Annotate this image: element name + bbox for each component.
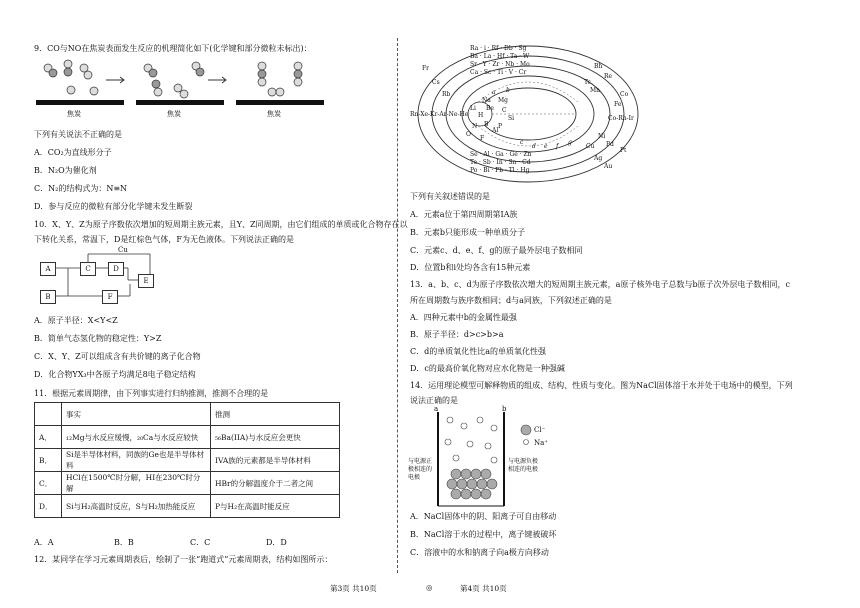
track-top-row-2: Ba · La · Hf · Ta · W	[470, 53, 530, 60]
flow-box-e: E	[138, 274, 154, 288]
track-right-label: Pd	[606, 141, 614, 148]
electrode-label-a: a	[434, 405, 439, 413]
q14-nacl-figure	[408, 405, 588, 508]
arrow-icon	[106, 77, 226, 83]
track-right-label: Bh	[594, 63, 603, 70]
left-page	[30, 0, 408, 608]
q14-option-a: A．NaCl固体中的阴、阳离子可自由移动	[410, 512, 557, 521]
flow-box-f: F	[102, 290, 118, 304]
track-inner-label: Si	[508, 115, 515, 122]
negative-electrode-note: 与电源负极相连的电极	[508, 458, 539, 473]
table-cell: HCl在1500℃时分解，HI在230℃时分解	[62, 472, 211, 495]
track-top-row-3: Sr · Y · Zr · Nb · Mo	[470, 61, 530, 68]
q11-choice-b: B．B	[114, 538, 134, 547]
molecule-group-1	[44, 60, 98, 95]
q12-stem: 12．某同学在学习元素周期表后，绘制了一张“跑道式”元素周期表，结构如图所示：	[34, 555, 333, 564]
track-right-label: Co-Rh-Ir	[608, 115, 634, 122]
track-right-label: Au	[604, 163, 613, 170]
q13-option-d: D．c的最高价氧化物对应水化物是一种强碱	[410, 364, 565, 373]
track-right-label: Tc	[584, 79, 591, 86]
track-inner-label: Mg	[498, 97, 508, 104]
track-bottom-row-2: Te · Sb · In · Sn · Cd	[470, 159, 531, 166]
q13-stem-1: 13．a、b、c、d为原子序数依次增大的短周期主族元素，a原子核外电子总数与b原子次外层电子数相同，c	[410, 280, 791, 289]
flow-box-a: A	[40, 262, 56, 276]
q10-option-c: C．X、Y、Z可以组成含有共价键的离子化合物	[34, 352, 201, 361]
track-marker: g	[568, 139, 572, 146]
track-left-label: Cs	[432, 79, 440, 86]
q10-stem-2: 下转化关系，常温下，D是红棕色气体，F为无色液体。下列说法正确的是	[34, 235, 294, 244]
molecule-group-3	[258, 62, 302, 96]
right-page	[408, 0, 828, 608]
footer-page-3: 第3页 共10页	[330, 584, 377, 593]
sodium-legend-icon	[524, 440, 529, 445]
track-inner-label: Li	[470, 105, 476, 112]
flow-box-c: C	[80, 262, 96, 276]
track-top-row-1: Ra · i · Rf · Db · Sg	[470, 45, 527, 52]
q10-option-b: B．简单气态氢化物的稳定性：Y>Z	[34, 334, 162, 343]
track-right-label: Ni	[598, 133, 606, 140]
table-cell: ₁₂Mg与水反应缓慢，₂₀Ca与水反应较快	[62, 426, 211, 449]
table-cell: Si与H₂高温时反应，S与H₂加热能反应	[62, 495, 211, 518]
track-inner-label: Na	[482, 97, 491, 104]
q10-flowchart	[38, 246, 188, 310]
table-cell: Si是半导体材料，同族的Ge也是半导体材料	[62, 449, 211, 472]
q9-option-a: A．CO₂为直线形分子	[34, 148, 112, 157]
track-right-label: Cu	[586, 143, 595, 150]
surface-label-3: 焦炭	[267, 110, 281, 118]
track-right-label: Co	[620, 91, 629, 98]
q10-option-d: D．化合物YX₃中各原子均满足8电子稳定结构	[34, 370, 196, 379]
legend-sodium: Na⁺	[534, 439, 548, 447]
track-top-row-4: Ca · Sc · Ti · V · Cr	[470, 69, 527, 76]
track-inner-label: P	[498, 123, 503, 130]
track-inner-label: Al	[492, 127, 499, 134]
legend-chloride: Cl⁻	[534, 426, 546, 434]
track-right-label: Fe	[614, 101, 622, 108]
q11-table	[34, 402, 340, 518]
q14-stem-1: 14．运用理论模型可解释物质的组成、结构、性质与变化。图为NaCl固体溶于水并处于电场中的模型，下列	[410, 381, 793, 390]
q14-stem-2: 说法正确的是	[410, 396, 458, 405]
track-inner-label: Be	[486, 105, 494, 112]
q12-option-c: C．元素c、d、e、f、g的原子最外层电子数相同	[410, 246, 583, 255]
q13-option-a: A．四种元素中b的金属性最强	[410, 313, 517, 322]
track-left-label: Rn-Xe-Kr-Ar-Ne-He	[410, 111, 469, 118]
track-left-label: Rb	[442, 91, 451, 98]
track-inner-label: O	[466, 131, 471, 138]
surface-label-2: 焦炭	[167, 110, 181, 118]
table-cell: C．	[35, 472, 62, 495]
track-marker: e	[544, 143, 548, 150]
q9-mechanism-figure	[36, 58, 336, 126]
q11-choice-d: D．D	[266, 538, 287, 547]
track-right-label: Ag	[594, 155, 603, 162]
coke-surface-3	[236, 100, 324, 105]
q10-stem-1: 10．X、Y、Z为原子序数依次增加的短周期主族元素，且Y、Z同周期，由它们组成的单质或化合物存在以	[34, 220, 408, 229]
q11-choice-a: A．A	[34, 538, 54, 547]
racetrack-periodic-table	[408, 42, 648, 186]
table-cell: ₅₆Ba(IIA)与水反应会更快	[211, 426, 340, 449]
electrode-label-b: b	[502, 405, 507, 413]
track-marker: a	[492, 89, 496, 96]
table-row	[35, 449, 340, 472]
footer-page-4: 第4页 共10页	[460, 584, 507, 593]
q10-option-a: A．原子半径：X<Y<Z	[34, 316, 118, 325]
table-cell: HBr的分解温度介于二者之间	[211, 472, 340, 495]
table-cell: D．	[35, 495, 62, 518]
track-marker: c	[520, 139, 524, 146]
q12-prompt: 下列有关叙述错误的是	[410, 192, 490, 201]
chloride-legend-icon	[521, 425, 531, 435]
q13-stem-2: 所在周期数与族序数相同；d与a同族，下列叙述正确的是	[410, 296, 612, 305]
track-bottom-row-3: Po · Bi · Pb · Tl · Hg	[470, 167, 530, 174]
q13-option-c: C．d的单质氧化性比a的单质氧化性强	[410, 347, 547, 356]
track-right-label: Pt	[620, 147, 627, 154]
coke-surface-2	[136, 100, 224, 105]
q11-stem: 11．根据元素周期律，由下列事实进行归纳推测，推测不合理的是	[34, 389, 269, 398]
q9-prompt: 下列有关说法不正确的是	[34, 130, 122, 139]
q12-option-b: B．元素b只能形成一种单质分子	[410, 228, 525, 237]
q9-option-b: B．N₂O为催化剂	[34, 166, 97, 175]
track-right-label: Mn	[590, 87, 601, 94]
table-header-row	[35, 403, 340, 426]
track-marker: b	[506, 87, 510, 94]
track-right-label: Re	[604, 73, 613, 80]
page-divider	[397, 38, 398, 573]
molecule-group-2	[144, 62, 204, 98]
table-cell: IVA族的元素都是半导体材料	[211, 449, 340, 472]
track-inner-label: H	[478, 112, 484, 119]
track-inner-label: C	[502, 107, 507, 114]
track-bottom-row-1: Se · Al · Ga · Ge · Zn	[470, 151, 532, 158]
track-left-label: Fr	[422, 65, 430, 72]
table-header-cell: 事实	[62, 403, 211, 426]
q9-stem: 9．CO与NO在焦炭表面发生反应的机理简化如下(化学键和部分微粒未标出)：	[34, 44, 312, 53]
table-header-cell: 推测	[211, 403, 340, 426]
table-row	[35, 472, 340, 495]
center-mark: ◎	[426, 583, 433, 592]
q14-option-c: C．溶液中的水和钠离子向a极方向移动	[410, 548, 549, 557]
table-cell: A．	[35, 426, 62, 449]
track-inner-label: B	[484, 121, 489, 128]
table-header-cell	[35, 403, 62, 426]
surface-label-1: 焦炭	[67, 110, 81, 118]
table-row	[35, 426, 340, 449]
q12-option-a: A．元素a位于第四周期第IA族	[410, 210, 518, 219]
table-cell: B．	[35, 449, 62, 472]
track-marker: d	[532, 143, 536, 150]
table-cell: P与H₂在高温时能反应	[211, 495, 340, 518]
coke-surface-1	[36, 100, 124, 105]
q12-option-d: D．位置b和i处均各含有15种元素	[410, 263, 531, 272]
flow-box-d: D	[108, 262, 124, 276]
q9-option-c: C．N₂的结构式为：N≡N	[34, 184, 128, 193]
q9-option-d: D．参与反应的微粒有部分化学键未发生断裂	[34, 202, 193, 211]
q11-choice-c: C．C	[190, 538, 211, 547]
track-inner-label: N	[472, 123, 478, 130]
flow-label-cu: Cu	[118, 246, 128, 254]
flow-box-b: B	[40, 290, 56, 304]
track-inner-label: F	[480, 135, 485, 142]
track-marker: f	[556, 143, 559, 150]
q14-option-b: B．NaCl溶于水的过程中，离子键被破坏	[410, 530, 557, 539]
positive-electrode-note: 与电源正极相连的电极	[408, 458, 433, 481]
table-row	[35, 495, 340, 518]
q13-option-b: B．原子半径：d>c>b>a	[410, 330, 504, 339]
